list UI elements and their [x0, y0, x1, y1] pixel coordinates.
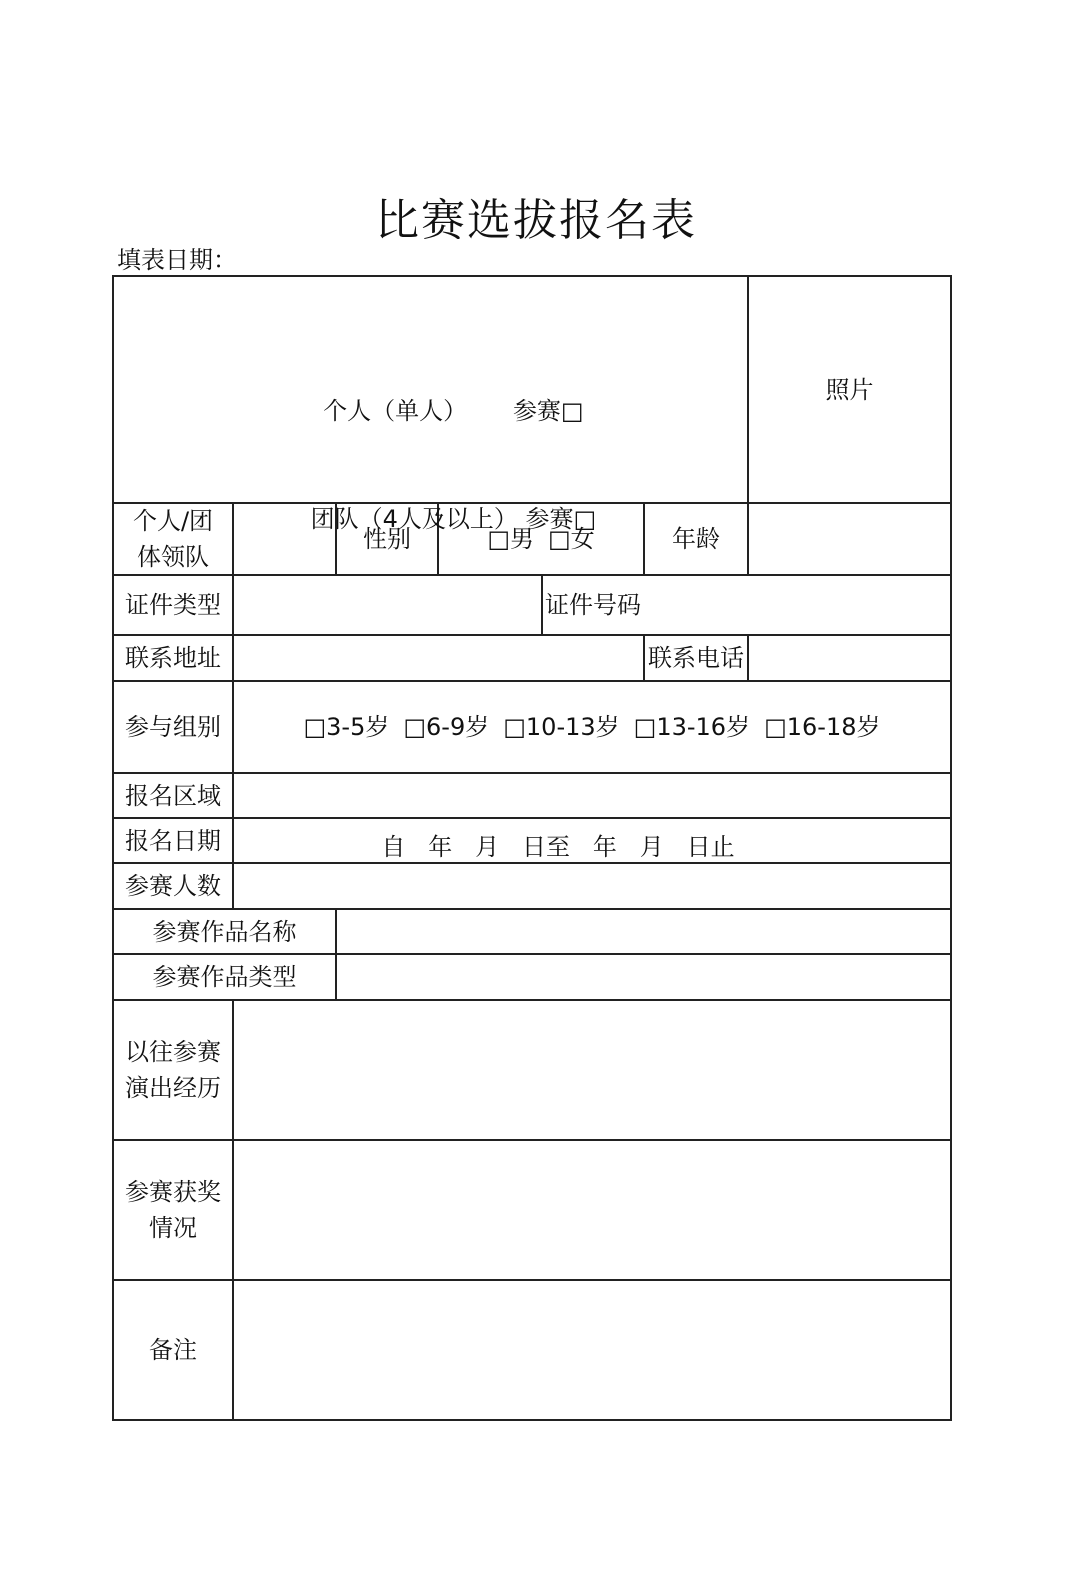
participant-count-label: 参赛人数 — [125, 872, 221, 900]
gender-male-option[interactable]: □男 — [487, 525, 534, 553]
photo-box[interactable]: 照片 — [825, 375, 874, 404]
id-type-input[interactable] — [234, 576, 541, 634]
individual-label: 个人（单人） — [323, 397, 468, 425]
group-option-10-13[interactable]: □10-13岁 — [503, 713, 620, 741]
individual-option — [114, 357, 747, 465]
leader-label: 个人/团 体领队 — [132, 507, 214, 571]
group-label: 参与组别 — [125, 713, 221, 741]
remarks-label: 备注 — [149, 1336, 197, 1364]
fill-date-label: 填表日期： — [117, 246, 237, 274]
work-type-label: 参赛作品类型 — [152, 963, 297, 991]
phone-input[interactable] — [749, 636, 950, 680]
date-range-input[interactable]: 自 年 月 日至 年 月 日止 — [381, 832, 735, 861]
history-input[interactable] — [234, 1001, 950, 1139]
phone-label: 联系电话 — [648, 644, 744, 672]
id-type-label: 证件类型 — [125, 591, 221, 619]
page-title: 比赛选拔报名表 — [375, 195, 697, 246]
divider — [114, 817, 950, 819]
individual-checkbox[interactable]: 参赛□ — [512, 397, 584, 425]
age-input[interactable] — [749, 504, 950, 574]
leader-input[interactable] — [234, 504, 335, 574]
awards-input[interactable] — [234, 1141, 950, 1279]
address-input[interactable] — [234, 636, 643, 680]
team-label: 团队（4人及以上） — [310, 505, 518, 533]
awards-label: 参赛获奖 情况 — [125, 1178, 221, 1242]
region-label: 报名区域 — [125, 781, 221, 810]
address-label: 联系地址 — [125, 644, 221, 672]
work-name-input[interactable] — [337, 910, 950, 953]
team-checkbox[interactable]: 参赛□ — [525, 505, 597, 533]
registration-form — [112, 275, 952, 1421]
region-input[interactable] — [234, 774, 950, 817]
group-option-3-5[interactable]: □3-5岁 — [303, 713, 390, 741]
participant-count-input[interactable] — [234, 864, 950, 908]
gender-label: 性别 — [363, 525, 411, 553]
work-name-label: 参赛作品名称 — [152, 917, 297, 946]
gender-options — [439, 504, 643, 574]
remarks-input[interactable] — [234, 1281, 950, 1419]
group-options — [234, 682, 950, 772]
group-option-6-9[interactable]: □6-9岁 — [403, 713, 490, 741]
id-number-label: 证件号码 — [545, 591, 641, 619]
group-option-13-16[interactable]: □13-16岁 — [633, 713, 751, 741]
age-label: 年龄 — [672, 525, 720, 553]
work-type-input[interactable] — [337, 955, 950, 999]
id-number-input[interactable] — [645, 576, 950, 634]
date-label: 报名日期 — [125, 826, 221, 855]
gender-female-option[interactable]: □女 — [548, 525, 595, 553]
history-label: 以往参赛 演出经历 — [125, 1038, 221, 1102]
group-option-16-18[interactable]: □16-18岁 — [764, 713, 881, 741]
